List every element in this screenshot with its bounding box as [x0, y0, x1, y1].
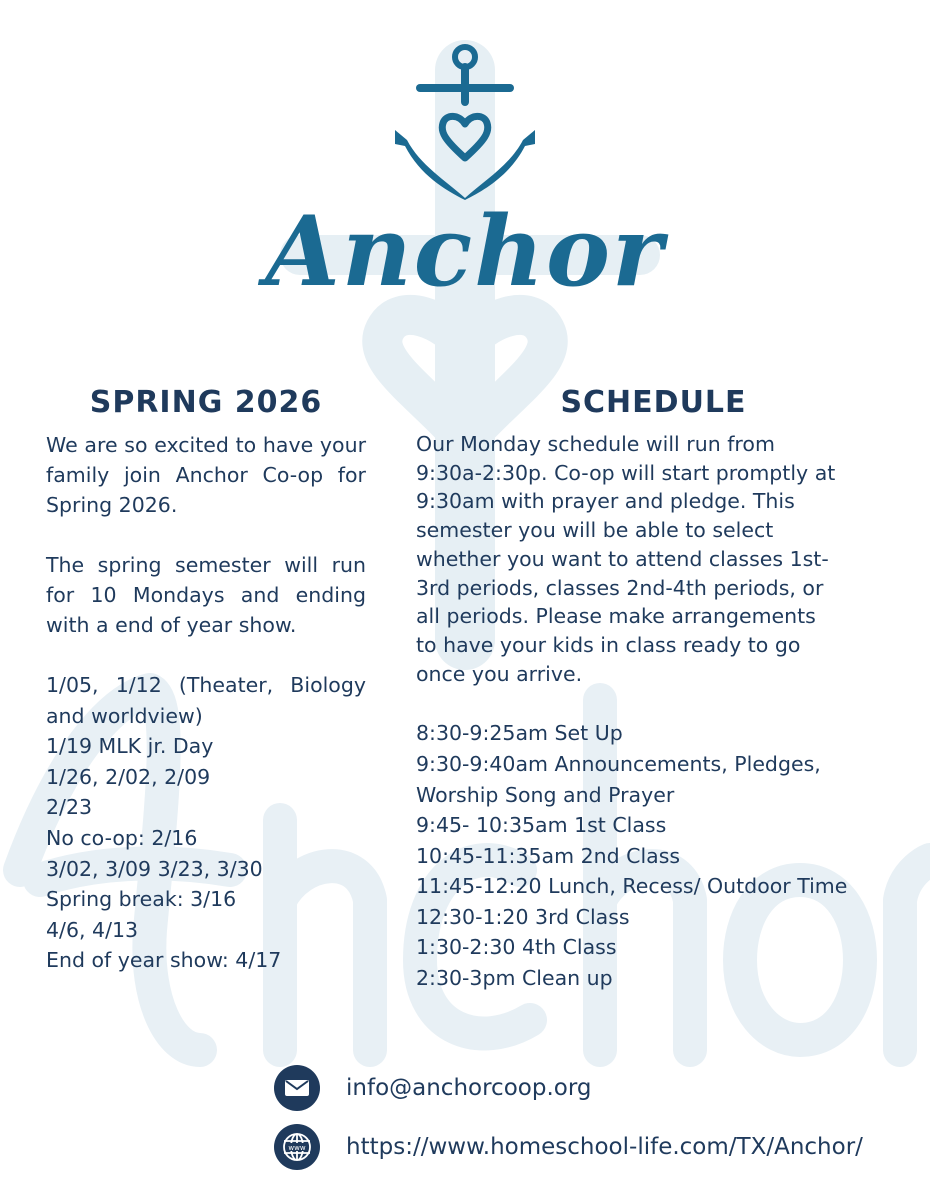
envelope-icon [274, 1065, 320, 1111]
date-line: 1/05, 1/12 (Theater, Biology [46, 673, 366, 697]
email-row [274, 1065, 591, 1111]
intro-paragraph: We are so excited to have your family join Anchor Co-op for Spring 2026. [46, 433, 366, 517]
date-line: 1/19 MLK jr. Day [46, 734, 214, 759]
schedule-item: 8:30-9:25am Set Up [416, 721, 623, 746]
date-line: End of year show: 4/17 [46, 948, 282, 973]
schedule-item: 9:45- 10:35am 1st Class [416, 813, 667, 838]
globe-www-icon [274, 1124, 320, 1170]
schedule-item: 9:30-9:40am Announcements, Pledges, [416, 751, 821, 776]
intro-line: whether you want to attend classes 1st- [416, 546, 829, 571]
spring-heading: SPRING 2026 [89, 385, 323, 420]
date-line: 4/6, 4/13 [46, 917, 139, 942]
svg-text:www: www [288, 1144, 306, 1152]
website-row [274, 1124, 863, 1170]
schedule-item: 12:30-1:20 3rd Class [416, 904, 630, 929]
email-link[interactable]: info@anchorcoop.org [346, 1075, 592, 1101]
date-line: 2/23 [46, 795, 93, 820]
dates-list [46, 670, 366, 976]
intro-line: 9:30am with prayer and pledge. This [416, 489, 795, 514]
date-line: and worldview) [46, 703, 203, 728]
date-line: 1/26, 2/02, 2/09 [46, 764, 211, 789]
date-line: 3/02, 3/09 3/23, 3/30 [46, 856, 263, 881]
schedule-item: 11:45-12:20 Lunch, Recess/ Outdoor Time [416, 874, 848, 899]
intro-line: 9:30a-2:30p. Co-op will start promptly at [416, 460, 836, 485]
intro-line: once you arrive. [416, 661, 583, 686]
schedule-item: 2:30-3pm Clean up [416, 966, 613, 991]
intro-line: to have your kids in class ready to go [416, 632, 801, 657]
intro-line: 3rd periods, classes 2nd-4th periods, or [416, 575, 824, 600]
intro-line: Our Monday schedule will run from [416, 432, 775, 456]
brand-wordmark: Anchor [265, 195, 665, 308]
schedule-intro [416, 430, 916, 688]
left-column [46, 385, 366, 976]
schedule-item: Worship Song and Prayer [416, 782, 675, 807]
website-link[interactable]: https://www.homeschool-life.com/TX/Anchor/ [346, 1134, 863, 1160]
schedule-heading: SCHEDULE [560, 385, 747, 420]
intro-line: semester you will be able to select [416, 518, 774, 543]
intro-line: all periods. Please make arrangements [416, 604, 816, 629]
anchor-heart-icon [385, 40, 545, 200]
semester-paragraph: The spring semester will run for 10 Mondays and ending with a end of year show. [46, 553, 366, 637]
right-column [416, 385, 916, 994]
schedule-item: 10:45-11:35am 2nd Class [416, 843, 681, 868]
date-line: Spring break: 3/16 [46, 887, 237, 912]
schedule-item: 1:30-2:30 4th Class [416, 935, 617, 960]
schedule-list [416, 718, 916, 993]
date-line: No co-op: 2/16 [46, 825, 198, 850]
